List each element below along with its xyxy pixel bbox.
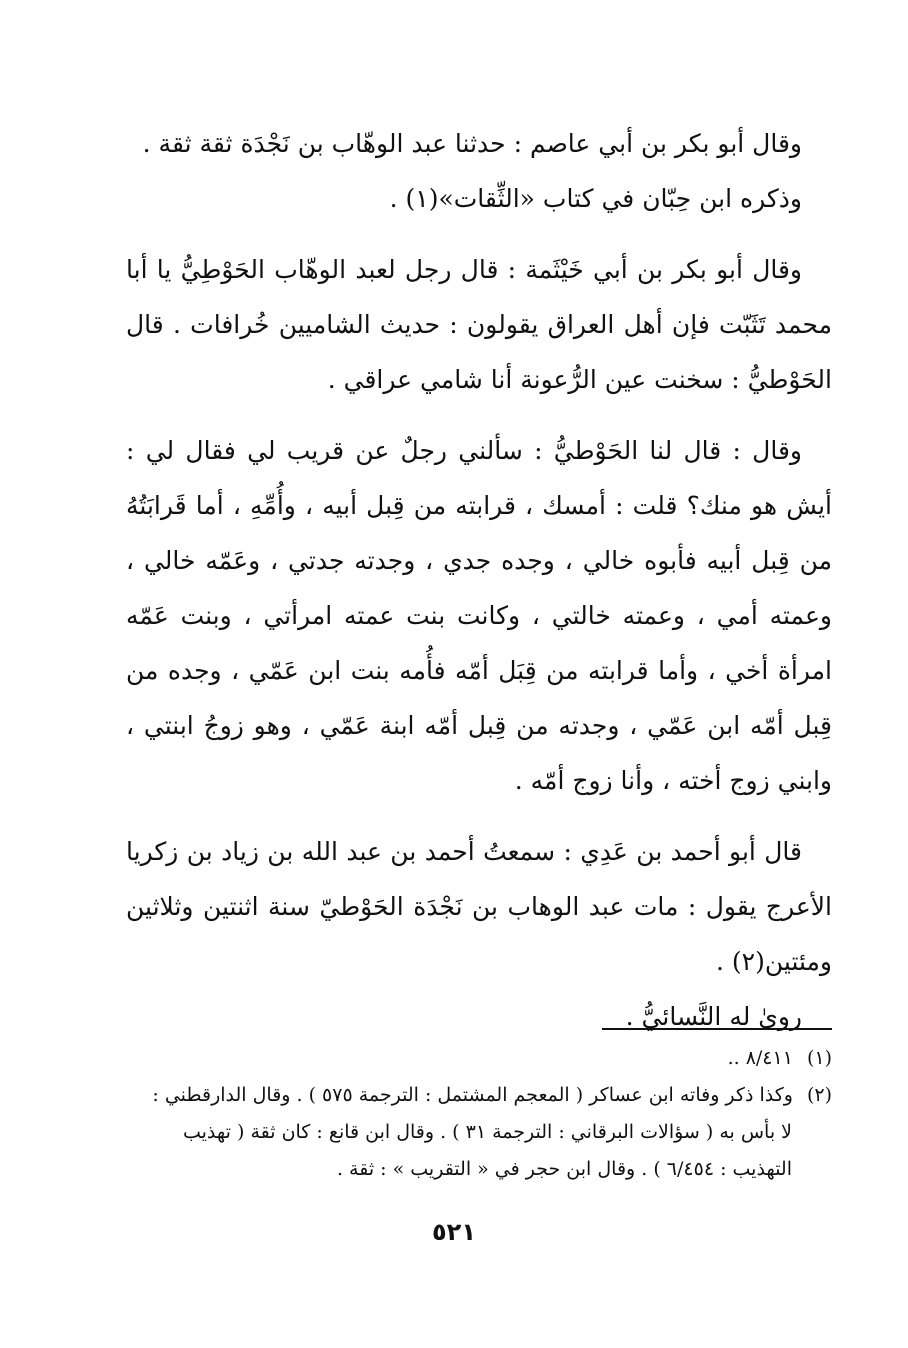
footnote-divider bbox=[602, 1028, 832, 1030]
paragraph-ibn-adi: قال أبو أحمد بن عَدِي : سمعتُ أحمد بن عبد الله بن زياد بن زكريا الأعرج يقول : مات عبد الوهاب بن نَجْدَة الحَوْطيّ سنة اثنتين وثلاثين ومئتين(٢) . bbox=[126, 837, 832, 976]
paragraph-kinship-story: وقال : قال لنا الحَوْطيُّ : سألني رجلٌ عن قريب لي فقال لي : أيش هو منك؟ قلت : أمسك ، قرابته من قِبل أبيه ، وأُمِّهِ ، أما قَرابَتُهُ من قِبل أبيه فأبوه خالي ، وجده جدي ، وجدته جدتي ، وعَمّه خالي ، وعمته أمي ، وعمته خالتي ، وكانت بنت عمته امرأتي ، وبنت عَمّه امرأة أخي ، وأما قرابته من قِبَل أمّه فأُمه بنت ابن عَمّي ، وجده من قِبل أمّه ابن عَمّي ، وجدته من قِبل أمّه ابنة عَمّي ، وهو زوجُ ابنتي ، وابني زوج أخته ، وأنا زوج أمّه . bbox=[126, 436, 832, 795]
page-number: ٥٢١ bbox=[432, 1218, 476, 1246]
paragraph-ibn-hibban: وذكره ابن حِبّان في كتاب «الثِّقات»(١) . bbox=[389, 184, 802, 213]
paragraph-nasai: روىٰ له النَّسائيُّ . bbox=[625, 1002, 802, 1031]
footnote-text-continued: التهذيب : ٦/٤٥٤ ) . وقال ابن حجر في « التقريب » : ثقة . bbox=[336, 1158, 792, 1180]
footnotes bbox=[126, 1040, 832, 1188]
footnote-2 bbox=[126, 1077, 832, 1114]
footnote-text: وكذا ذكر وفاته ابن عساكر ( المعجم المشتمل : الترجمة ٥٧٥ ) . وقال الدارقطني : bbox=[152, 1084, 793, 1106]
footnote-number: (٢) bbox=[806, 1084, 832, 1106]
footnote-text: ٨/٤١١ .. bbox=[727, 1047, 793, 1069]
paragraph-abi-asim: وقال أبو بكر بن أبي عاصم : حدثنا عبد الوهّاب بن نَجْدَة ثقة ثقة . bbox=[142, 129, 802, 158]
footnote-number: (١) bbox=[806, 1047, 832, 1069]
paragraph-abi-khaythama: وقال أبو بكر بن أبي خَيْثَمة : قال رجل لعبد الوهّاب الحَوْطِيُّ يا أبا محمد تَثَبّت فإن أهل العراق يقولون : حديث الشاميين خُرافات . قال الحَوْطيُّ : سخنت عين الرُّعونة أنا شامي عراقي . bbox=[126, 255, 832, 394]
footnote-1 bbox=[126, 1040, 832, 1077]
footnote-text-continued: لا بأس به ( سؤالات البرقاني : الترجمة ٣١ ) . وقال ابن قانع : كان ثقة ( تهذيب bbox=[182, 1121, 792, 1143]
main-text bbox=[126, 116, 832, 1044]
